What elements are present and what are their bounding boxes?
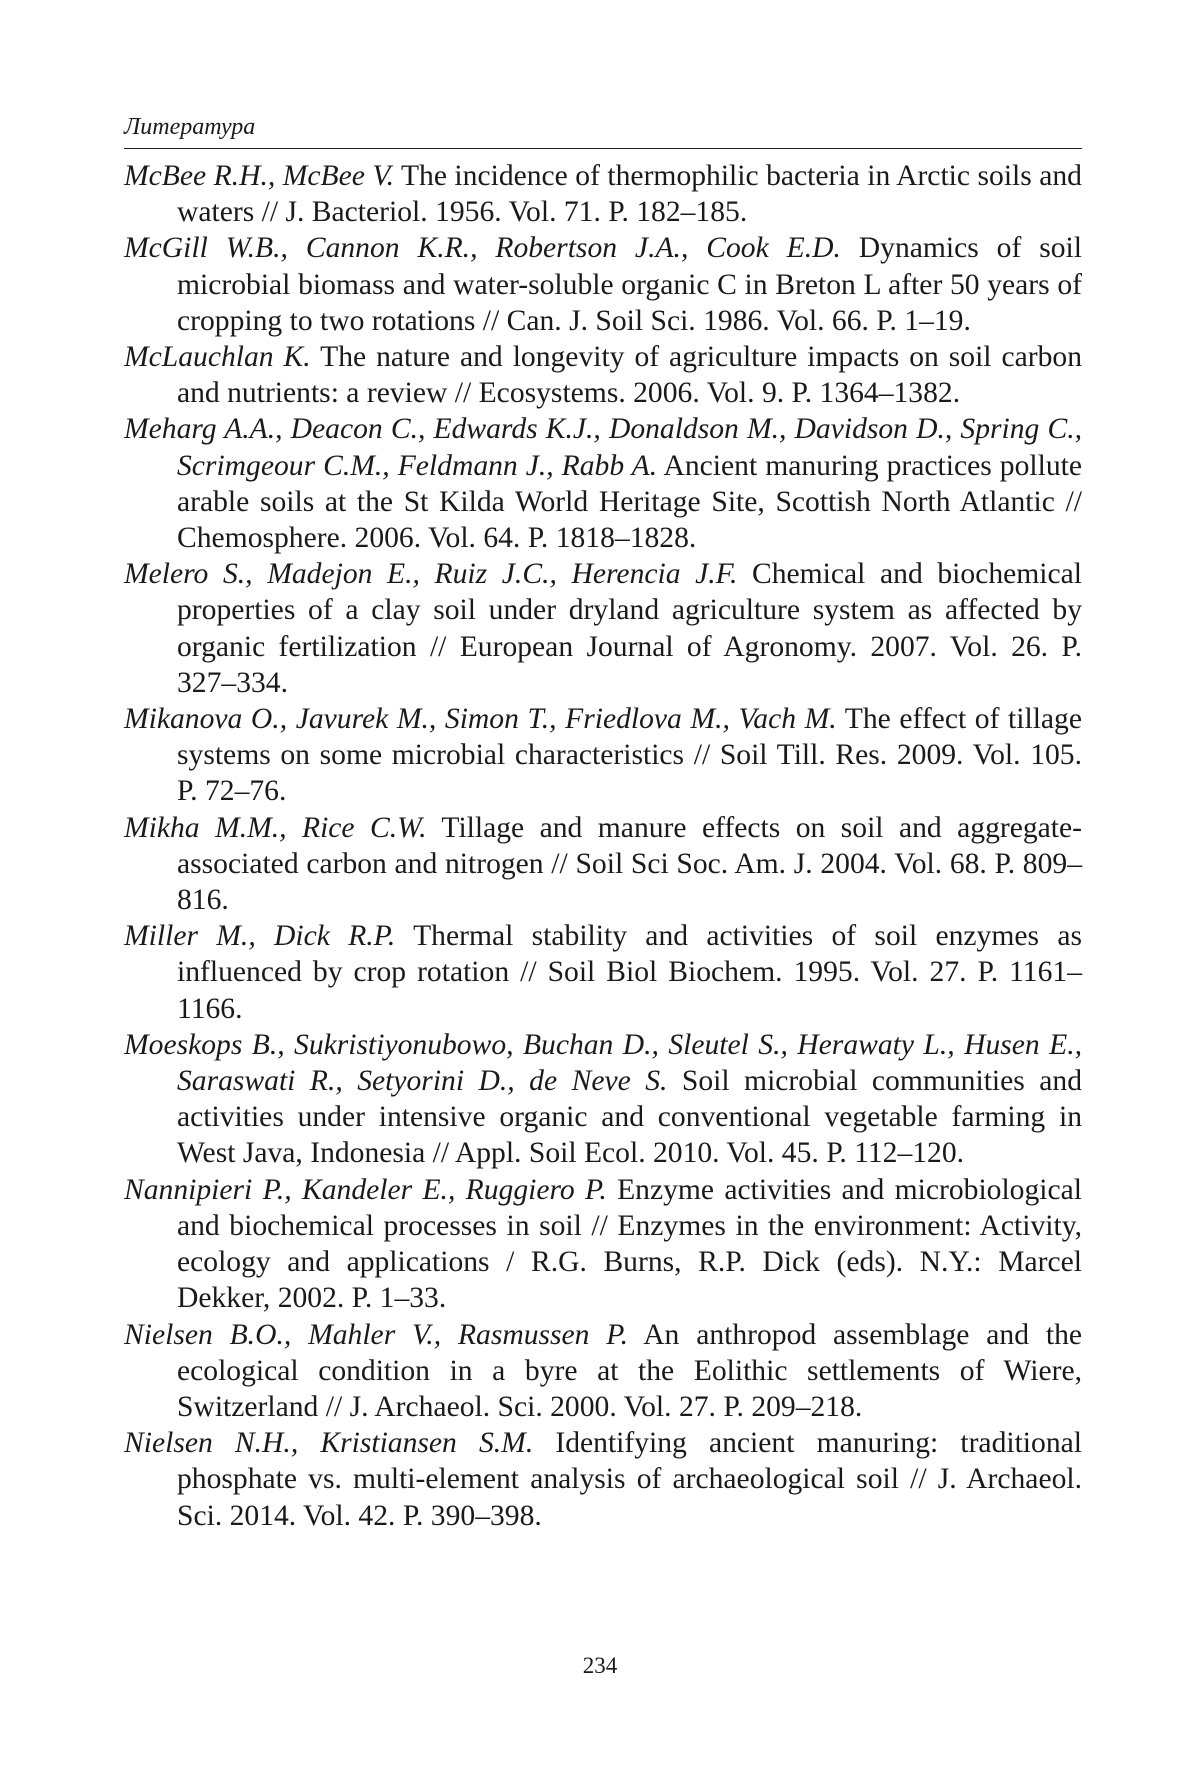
reference-text: Chemical and biochemical properties of a clay soil under dryland agriculture system as affected by organic fertilization // European Journal of Agronomy. 2007. Vol. 26. P. 327–334.	[177, 558, 1082, 699]
reference-authors: Moeskops B., Sukristiyonubowo, Buchan D., Sleutel S., Herawaty L., Husen E., Saraswati R., Setyorini D., de Neve S.	[124, 1028, 1082, 1098]
reference-text: Tillage and manure effects on soil and aggregate-associated carbon and nitrogen // Soil Sci Soc. Am. J. 2004. Vol. 68. P. 809–816.	[177, 811, 1083, 917]
reference-text: The effect of tillage systems on some microbial characteristics // Soil Till. Res. 2009. Vol. 105. P. 72–76.	[177, 703, 1082, 808]
reference-entry	[124, 1172, 1082, 1317]
reference-entry	[124, 339, 1082, 411]
reference-entry	[124, 1027, 1082, 1172]
reference-text: Identifying ancient manuring: traditional phosphate vs. multi-element analysis of archaeological soil // J. Archaeol. Sci. 2014. Vol. 42. P. 390–398.	[177, 1427, 1082, 1532]
reference-text: An anthropod assemblage and the ecological condition in a byre at the Eolithic settlements of Wiere, Switzerland // J. Archaeol. Sci. 2000. Vol. 27. P. 209–218.	[177, 1318, 1082, 1423]
reference-authors: McGill W.B., Cannon K.R., Robertson J.A., Cook E.D.	[124, 232, 841, 265]
reference-text: The nature and longevity of agriculture impacts on soil carbon and nutrients: a review // Ecosystems. 2006. Vol. 9. P. 1364–1382.	[177, 341, 1082, 410]
running-header	[124, 112, 1082, 149]
reference-entry	[124, 918, 1082, 1027]
reference-entry	[124, 810, 1082, 919]
running-title: Литература	[124, 114, 256, 140]
reference-entry	[124, 556, 1082, 701]
reference-entry	[124, 1317, 1082, 1426]
reference-authors: Miller M., Dick R.P.	[124, 920, 396, 953]
reference-authors: Melero S., Madejon E., Ruiz J.C., Herencia J.F.	[124, 558, 738, 591]
reference-authors: McLauchlan K.	[124, 341, 311, 374]
reference-entry	[124, 230, 1082, 339]
reference-text: The incidence of thermophilic bacteria in Arctic soils and waters // J. Bacteriol. 1956. Vol. 71. P. 182–185.	[177, 160, 1082, 229]
reference-text: Thermal stability and activities of soil enzymes as influenced by crop rotation // Soil Biol Biochem. 1995. Vol. 27. P. 1161–1166.	[177, 920, 1082, 1025]
reference-authors: Mikha M.M., Rice C.W.	[124, 811, 427, 844]
reference-text: Dynamics of soil microbial biomass and water-soluble organic C in Breton L after 50 years of cropping to two rotations // Can. J. Soil Sci. 1986. Vol. 66. P. 1–19.	[177, 232, 1082, 337]
reference-authors: Meharg A.A., Deacon C., Edwards K.J., Donaldson M., Davidson D., Spring C., Scrimgeour C.M., Feldmann J., Rabb A.	[124, 413, 1082, 482]
reference-entry	[124, 411, 1082, 556]
reference-text: Soil microbial communities and activities under intensive organic and conventional vegetable farming in West Java, Indonesia // Appl. Soil Ecol. 2010. Vol. 45. P. 112–120.	[177, 1065, 1083, 1170]
reference-list	[124, 158, 1082, 1534]
reference-entry	[124, 1425, 1082, 1534]
reference-authors: Nannipieri P., Kandeler E., Ruggiero P.	[124, 1173, 607, 1206]
reference-entry	[124, 701, 1082, 810]
reference-text: Ancient manuring practices pollute arable soils at the St Kilda World Heritage Site, Scottish North Atlantic // Chemosphere. 2006. Vol. 64. P. 1818–1828.	[177, 449, 1083, 555]
reference-text: Enzyme activities and microbiological and biochemical processes in soil // Enzymes in the environment: Activity, ecology and applications / R.G. Burns, R.P. Dick (eds). N.Y.: Marcel Dekker, 2002. P. 1–33.	[177, 1173, 1082, 1315]
reference-authors: Mikanova O., Javurek M., Simon T., Friedlova M., Vach M.	[124, 703, 837, 736]
reference-entry	[124, 158, 1082, 230]
reference-authors: Nielsen B.O., Mahler V., Rasmussen P.	[124, 1318, 628, 1351]
reference-authors: Nielsen N.H., Kristiansen S.M.	[124, 1427, 534, 1460]
reference-authors: McBee R.H., McBee V.	[124, 160, 394, 192]
page-number: 234	[582, 1653, 618, 1678]
